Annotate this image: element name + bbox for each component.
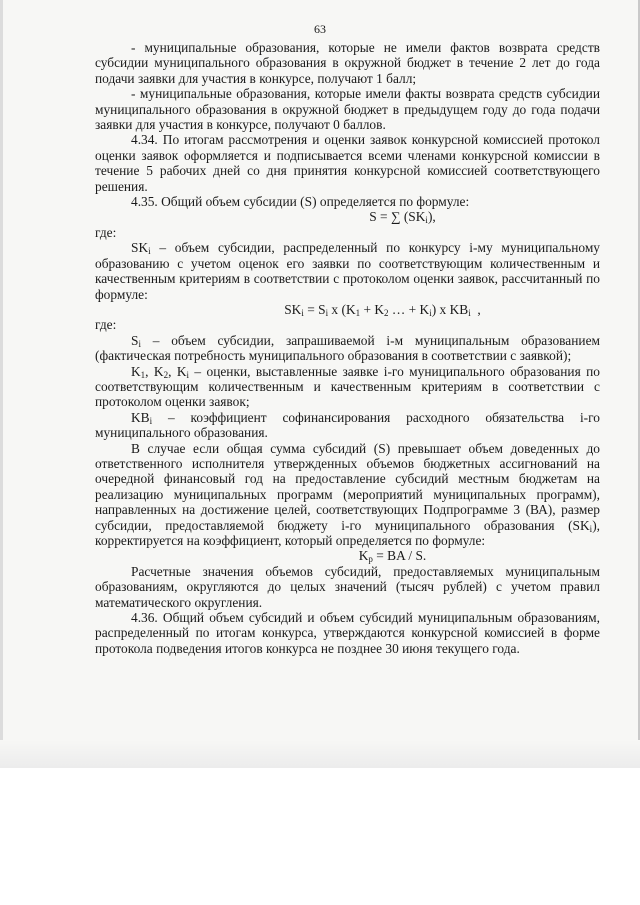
formula-symbol: x bbox=[328, 301, 342, 317]
formula-symbol: K bbox=[153, 363, 164, 379]
formula-subscript: i bbox=[148, 246, 151, 257]
scan-edge bbox=[0, 740, 640, 768]
formula-symbol: S bbox=[369, 209, 377, 225]
formula-symbol: K bbox=[419, 301, 430, 317]
formula-symbol: , bbox=[477, 301, 481, 317]
formula-subscript: i bbox=[186, 369, 190, 380]
paragraph bbox=[95, 441, 600, 549]
paragraph bbox=[95, 410, 600, 441]
formula-subscript: p bbox=[368, 554, 373, 565]
formula-subscript: 1 bbox=[140, 369, 146, 380]
scan-edge bbox=[0, 0, 3, 768]
paragraph bbox=[95, 333, 600, 364]
paragraph-text: В случае если общая сумма субсидий (S) превышает объем доведенных до ответственного исполнителя утвержденных объемов бюджетных ассигнований на очередной финансовый год на предоставление субсидий местным бюджетам на реализацию муниципальных программ (мероприятий муниципальных программ), направленных на достижение целей, соответствующих Подпрограмме 3 (ВА), размер субсидии, предоставляемой бюджету i-го муниципального образования ( bbox=[95, 440, 600, 533]
paragraph-text: – объем субсидии, запрашиваемой i-м муниципальным образованием (фактическая потребность муниципального образования в соответствии с заявкой); bbox=[95, 332, 600, 364]
formula-symbol: = bbox=[376, 209, 391, 225]
formula-symbol: … + bbox=[388, 301, 420, 317]
formula-subscript: i bbox=[325, 307, 329, 318]
formula-symbol: K bbox=[345, 301, 356, 317]
formula-symbol: SK bbox=[284, 301, 302, 317]
formula-symbol: , bbox=[168, 363, 172, 379]
paragraph-text: – оценки, выставленные заявке i-го муниципального образования по соответствующим количественным и качественным критериям в соответствии с протоколом оценки заявок; bbox=[95, 363, 600, 410]
formula-symbol: = bbox=[303, 301, 319, 317]
formula-symbol: SK bbox=[408, 209, 426, 225]
formula-subscript: i bbox=[589, 523, 593, 534]
formula-subscript: i bbox=[468, 307, 471, 318]
formula-symbol: = bbox=[372, 548, 388, 564]
paragraph: 4.35. Общий объем субсидии (S) определяется по формуле: bbox=[131, 194, 470, 210]
paragraph-text: – коэффициент софинансирования расходного обязательства i-го муниципального образования. bbox=[95, 409, 600, 441]
formula-symbol: S bbox=[318, 301, 326, 317]
formula-symbol: BA bbox=[387, 548, 406, 564]
formula-symbol: , bbox=[145, 363, 149, 379]
document-body bbox=[95, 40, 600, 656]
paragraph: - муниципальные образования, которые не имели фактов возврата средств субсидии муниципального образования в окружной бюджет в течение 2 лет до года подачи заявки для участия в конкурсе, получают 1 балл; bbox=[95, 40, 600, 86]
formula-symbol: SK bbox=[572, 517, 590, 533]
formula-symbol: K bbox=[358, 548, 369, 564]
paragraph bbox=[95, 240, 600, 302]
paragraph: 4.34. По итогам рассмотрения и оценки заявок конкурсной комиссией протокол оценки заявок оформляется и подписывается всеми членами конкурсной комиссии в течение 5 рабочих дней со дня принятия конкурсной комиссией соответствующего решения. bbox=[95, 132, 600, 194]
paragraph: Расчетные значения объемов субсидий, предоставляемых муниципальным образованиям, округляются до целых значений (тысяч рублей) с учетом правил математического округления. bbox=[95, 563, 600, 610]
page-number: 63 bbox=[314, 22, 326, 36]
formula-symbol: KB bbox=[449, 301, 469, 317]
where-label: где: bbox=[95, 317, 117, 333]
formula-symbol: K bbox=[131, 363, 141, 379]
formula-symbol: / bbox=[405, 548, 416, 564]
formula-subscript: 2 bbox=[163, 369, 169, 380]
formula-symbol: SK bbox=[131, 240, 149, 256]
paragraph-text: ), корректируется на коэффициент, который определяется по формуле: bbox=[95, 517, 600, 548]
formula-symbol: KB bbox=[131, 409, 150, 425]
paragraph: 4.36. Общий объем субсидий и объем субсидий муниципальным образованиям, распределенный по итогам конкурса, утверждаются конкурсной комиссией в форме протокола подведения итогов конкурса не позднее 30 июня текущего года. bbox=[95, 610, 600, 656]
formula-symbol: , bbox=[432, 209, 436, 225]
formula-subscript: i bbox=[429, 307, 432, 318]
formula-total-subsidy: S = ∑ $(SK_i)$, bbox=[369, 209, 436, 226]
formula-coefficient bbox=[95, 548, 600, 563]
formula-symbol: K bbox=[374, 301, 385, 317]
formula-subscript: i bbox=[425, 215, 428, 226]
formula-subscript: i bbox=[138, 338, 141, 349]
paragraph bbox=[95, 364, 600, 410]
formula-symbol: ∑ bbox=[390, 209, 401, 225]
formula-symbol: S bbox=[131, 332, 139, 348]
formula-symbol: + bbox=[360, 301, 375, 317]
formula-subscript: i bbox=[301, 307, 304, 318]
formula-subsidy-i: $SK_i = S_i$ x ($K_1 + K_2$ … + $K_i$) x $KB_i$ , bbox=[284, 301, 481, 318]
formula-symbol: S bbox=[415, 548, 423, 564]
formula-symbol: K bbox=[176, 363, 187, 379]
paragraph: - муниципальные образования, которые имели факты возврата средств субсидии муниципального образования в окружной бюджет в предыдущем году до года подачи заявки для участия в конкурсе, получают 0 баллов. bbox=[95, 86, 600, 133]
formula-subscript: 2 bbox=[384, 307, 389, 318]
formula-subscript: i bbox=[149, 415, 153, 426]
formula-symbol: x bbox=[436, 301, 450, 317]
where-label: где: bbox=[95, 224, 117, 240]
paragraph-text: – объем субсидии, распределенный по конкурсу i-му муниципальному образованию с учетом оценок его заявки по соответствующим количественным и качественным критериям в соответствии с протоколом оценки заявок, рассчитанный по формуле: bbox=[95, 240, 600, 302]
formula-subscript: 1 bbox=[355, 307, 361, 318]
formula-symbol: . bbox=[422, 548, 427, 564]
